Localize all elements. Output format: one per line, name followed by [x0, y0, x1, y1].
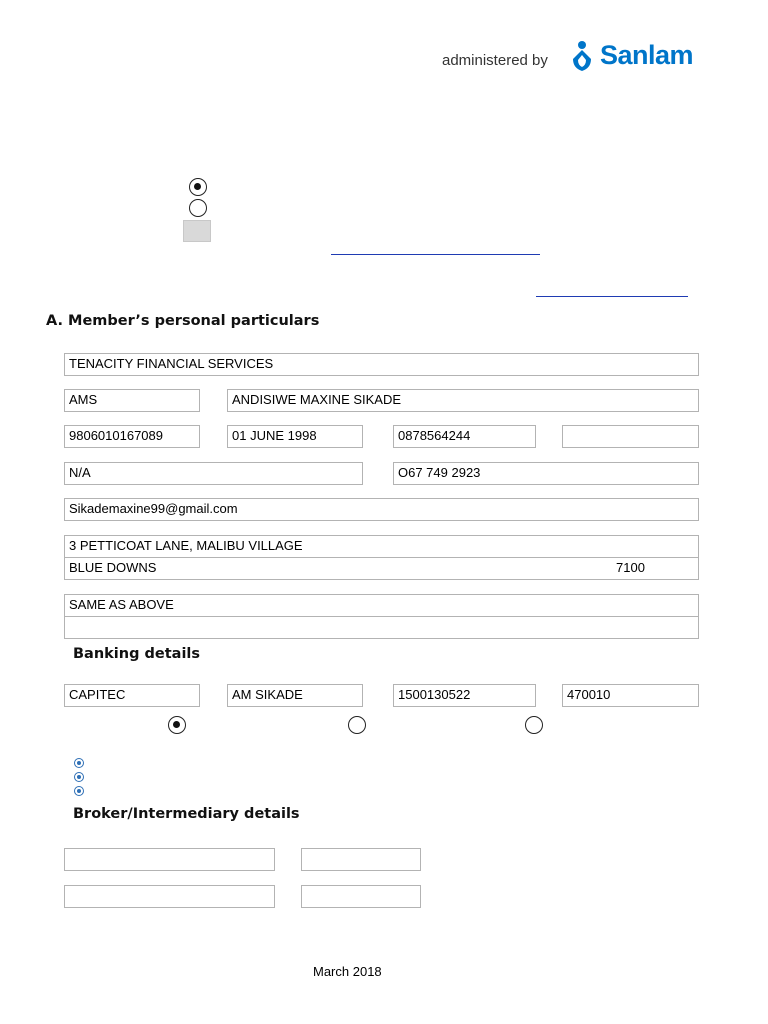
administered-by-text: administered by [442, 52, 548, 69]
radio-dot [194, 183, 201, 190]
header-logo [440, 38, 720, 78]
sanlam-logo-icon [569, 40, 595, 72]
initials-field[interactable]: AMS [64, 389, 200, 412]
broker-heading: Broker/Intermediary details [73, 806, 300, 822]
email-field[interactable]: Sikademaxine99@gmail.com [64, 498, 699, 521]
mini-radio-dot [77, 789, 81, 793]
account-type-radio-3[interactable] [525, 716, 543, 734]
date-of-birth-field[interactable]: 01 JUNE 1998 [227, 425, 363, 448]
sanlam-brand-text: Sanlam [600, 40, 694, 70]
link-underline-2[interactable] [536, 296, 688, 297]
top-option-radio-1[interactable] [189, 178, 207, 196]
postal-address-line-1-field[interactable]: SAME AS ABOVE [64, 594, 699, 617]
broker-name-field[interactable] [64, 848, 275, 871]
id-number-field[interactable]: 9806010167089 [64, 425, 200, 448]
address-city: BLUE DOWNS [69, 560, 157, 575]
broker-phone-field[interactable] [301, 885, 421, 908]
postal-code: 7100 [616, 560, 645, 575]
postal-address-line-2-field[interactable] [64, 616, 699, 639]
branch-code-field[interactable]: 470010 [562, 684, 699, 707]
telephone-2-field[interactable]: N/A [64, 462, 363, 485]
address-line-1-field[interactable]: 3 PETTICOAT LANE, MALIBU VILLAGE [64, 535, 699, 558]
address-line-2-field[interactable] [64, 557, 699, 580]
bank-name-field[interactable]: CAPITEC [64, 684, 200, 707]
small-option-radio-1[interactable] [74, 758, 84, 768]
account-holder-field[interactable]: AM SIKADE [227, 684, 363, 707]
mini-radio-dot [77, 761, 81, 765]
phone-field[interactable]: 0878564244 [393, 425, 536, 448]
cell-field[interactable]: O67 749 2923 [393, 462, 699, 485]
employer-field[interactable]: TENACITY FINANCIAL SERVICES [64, 353, 699, 376]
broker-code-field[interactable] [301, 848, 421, 871]
small-option-radio-3[interactable] [74, 786, 84, 796]
top-option-radio-2[interactable] [189, 199, 207, 217]
radio-dot [173, 721, 180, 728]
link-underline-1[interactable] [331, 254, 540, 255]
account-number-field[interactable]: 1500130522 [393, 684, 536, 707]
account-type-radio-2[interactable] [348, 716, 366, 734]
account-type-radio-1[interactable] [168, 716, 186, 734]
broker-contact-field[interactable] [64, 885, 275, 908]
top-checkbox[interactable] [183, 220, 211, 242]
mini-radio-dot [77, 775, 81, 779]
section-a-heading: A. Member’s personal particulars [46, 313, 320, 329]
banking-heading: Banking details [73, 646, 201, 662]
footer-date: March 2018 [313, 964, 382, 979]
small-option-radio-2[interactable] [74, 772, 84, 782]
other-field[interactable] [562, 425, 699, 448]
full-names-field[interactable]: ANDISIWE MAXINE SIKADE [227, 389, 699, 412]
